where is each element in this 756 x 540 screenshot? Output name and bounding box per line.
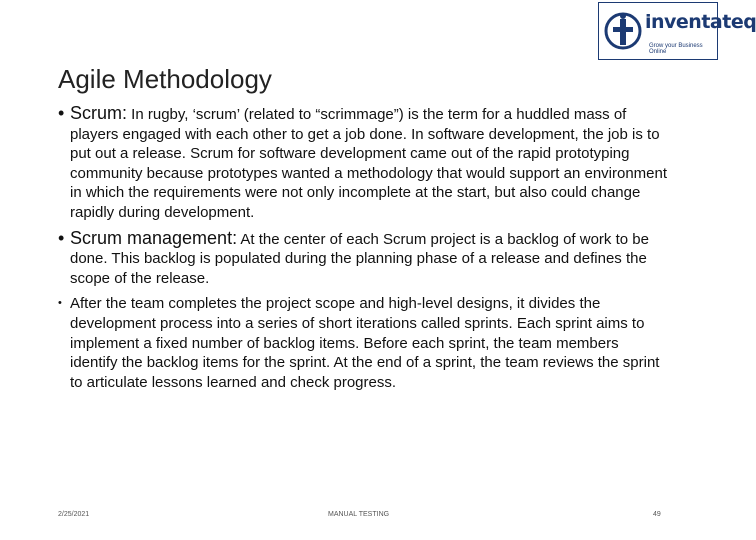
footer-center-text: MANUAL TESTING — [328, 511, 390, 518]
bullet-lead: Scrum: — [70, 103, 128, 123]
bullet-scrum-management — [58, 229, 670, 289]
bullet-text: At the center of each Scrum project is a backlog of work to be done. This backlog is populated during the planning phase of a release and defines the scope of the release. — [70, 230, 649, 287]
page-number: 49 — [653, 511, 661, 518]
bullet-list — [58, 104, 670, 398]
slide-title: Agile Methodology — [58, 64, 272, 94]
bullet-text: In rugby, ‘scrum’ (related to “scrimmage”) is the term for a huddled mass of players engaged with each other to get a job done. In software development, the job is to put out a release. Scrum for software development came out of the rapid prototyping community because prototypes wanted a methodology that would support an environment in which the requirements were not only incomplete at the start, but also could change rapidly during development. — [70, 106, 668, 221]
bullet-text: After the team completes the project scope and high-level designs, it divides the development process into a series of short iterations called sprints. Each sprint aims to implement a fixed number of backlog items. Before each sprint, the team members identify the backlog items for the sprint. At the end of a sprint, the team reviews the sprint to articulate lessons learned and check progress. — [70, 295, 660, 391]
logo-name: inventateq — [645, 11, 756, 33]
footer-date: 2/25/2021 — [58, 511, 90, 518]
logo-mark-icon — [604, 9, 642, 53]
bullet-scrum — [58, 104, 670, 223]
logo-tagline: Grow your Business Online — [649, 43, 703, 55]
company-logo — [598, 2, 756, 60]
bullet-sprints — [58, 294, 670, 392]
bullet-lead: Scrum management: — [70, 227, 238, 248]
